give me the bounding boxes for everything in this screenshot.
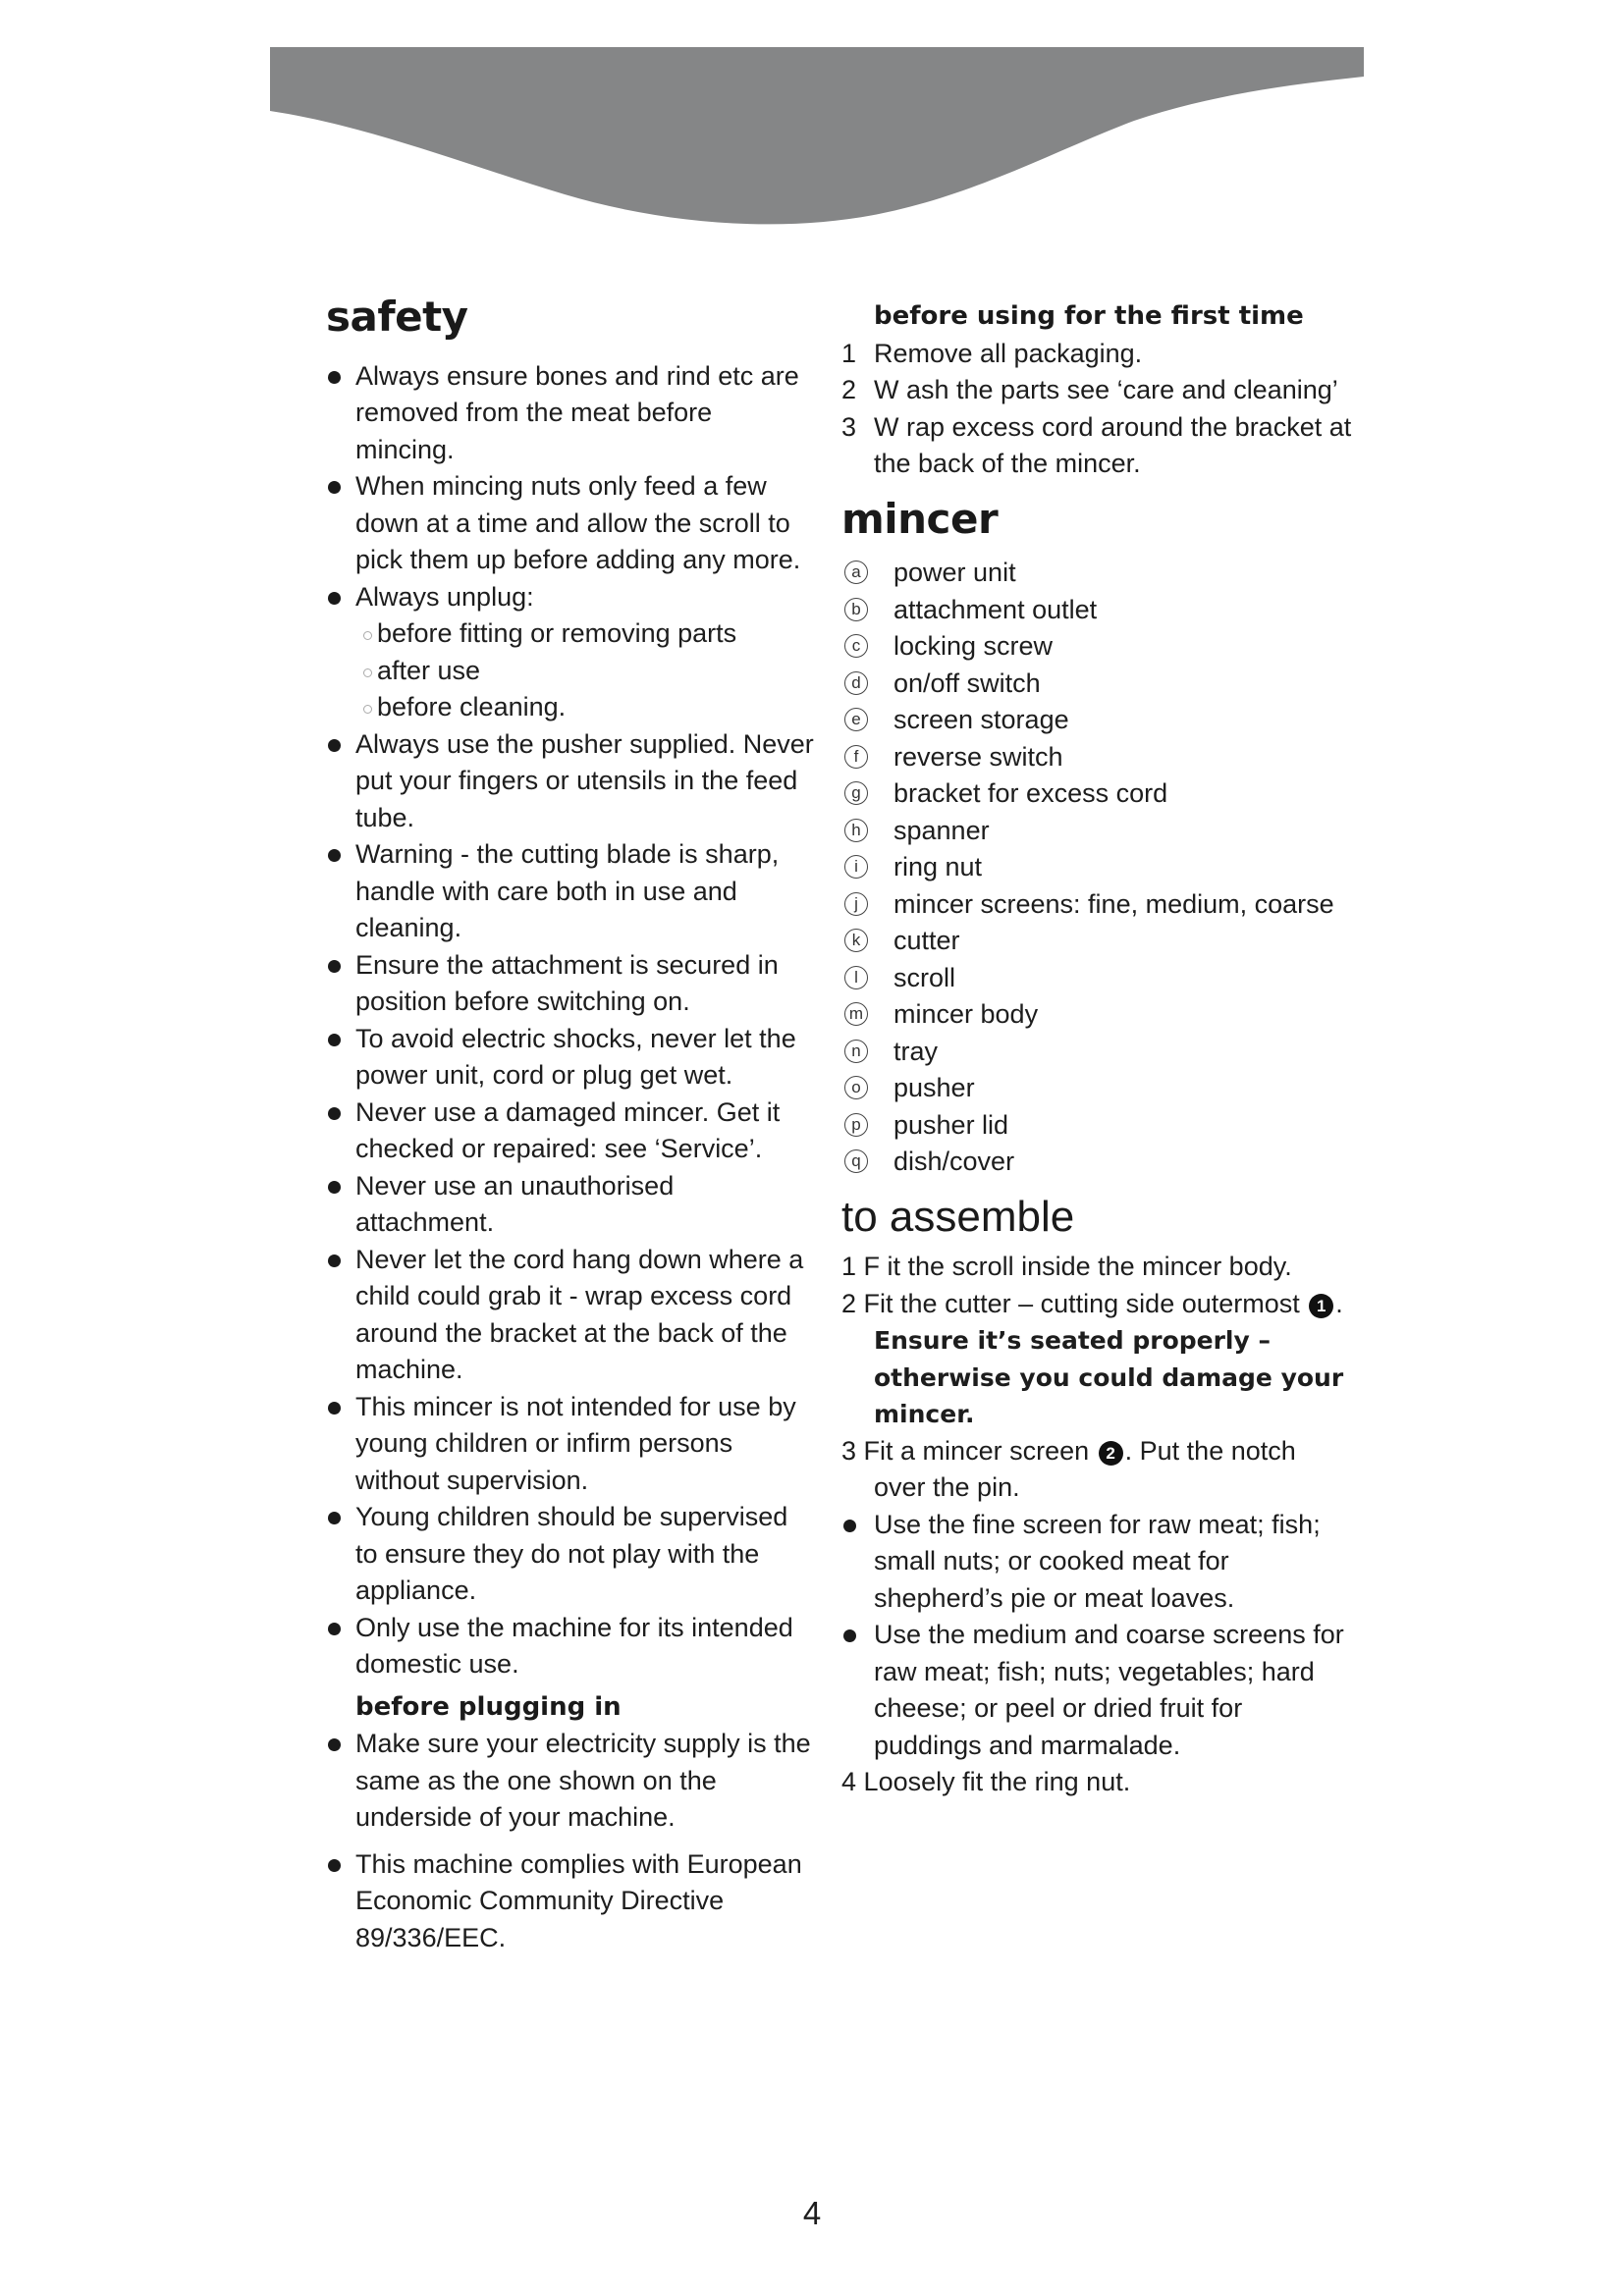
part-label: attachment outlet	[893, 594, 1098, 624]
list-item: This mincer is not intended for use by young children or infirm persons without supervision.	[326, 1389, 817, 1500]
letter-badge: q	[844, 1149, 868, 1173]
list-item: Always ensure bones and rind etc are removed from the meat before mincing.	[326, 358, 817, 469]
step-number: 3	[841, 1435, 857, 1466]
list-item	[841, 1433, 1352, 1507]
list-item: Warning - the cutting blade is sharp, handle with care both in use and cleaning.	[326, 836, 817, 947]
step-number: 1	[841, 338, 857, 368]
warning-text: Ensure it’s seated properly – otherwise you could damage your mincer.	[874, 1326, 1344, 1428]
part-label: ring nut	[893, 852, 983, 881]
list-item: Young children should be supervised to ensure they do not play with the appliance.	[326, 1499, 817, 1610]
left-column	[326, 294, 817, 1956]
step-number: 1	[841, 1252, 857, 1281]
list-item: Use the medium and coarse screens for raw meat; fish; nuts; vegetables; hard cheese; or peel or dried fruit for puddings and marmalade.	[841, 1617, 1352, 1764]
step-text: W rap excess cord around the bracket at the back of the mincer.	[874, 411, 1352, 478]
step-text: W ash the parts see ‘care and cleaning’	[874, 375, 1338, 404]
letter-badge: l	[844, 966, 868, 989]
part-label: power unit	[893, 558, 1016, 587]
to-assemble-heading: to assemble	[841, 1192, 1075, 1241]
part-label: screen storage	[893, 705, 1069, 734]
list-item	[841, 1034, 1352, 1071]
step-text: Fit a mincer screen	[863, 1435, 1090, 1466]
letter-badge: j	[844, 892, 868, 916]
list-item	[841, 666, 1352, 703]
list-item	[841, 628, 1352, 666]
list-item: This machine complies with European Economic Community Directive 89/336/EEC.	[326, 1846, 817, 1957]
list-item: Use the fine screen for raw meat; fish; small nuts; or cooked meat for shepherd’s pie or meat loaves.	[841, 1507, 1352, 1618]
letter-badge: h	[844, 819, 868, 842]
step-text: Loosely fit the ring nut.	[863, 1767, 1131, 1796]
list-item: Make sure your electricity supply is the same as the one shown on the underside of your machine.	[326, 1726, 817, 1837]
letter-badge: n	[844, 1040, 868, 1063]
letter-badge: f	[844, 745, 868, 769]
mincer-heading: mincer	[841, 494, 999, 543]
letter-badge: o	[844, 1076, 868, 1099]
part-label: scroll	[893, 962, 956, 992]
letter-badge: b	[844, 598, 868, 621]
list-item	[841, 372, 1352, 409]
list-item: When mincing nuts only feed a few down at a time and allow the scroll to pick them up before adding any more.	[326, 468, 817, 579]
part-label: cutter	[893, 926, 960, 955]
part-label: spanner	[893, 815, 990, 845]
part-label: pusher lid	[893, 1109, 1009, 1140]
safety-list	[326, 358, 817, 1683]
list-item	[841, 555, 1352, 592]
right-column	[841, 298, 1352, 1801]
letter-badge: g	[844, 781, 868, 805]
step-number: 2	[841, 375, 857, 404]
list-item	[841, 592, 1352, 629]
step-text: F it the scroll inside the mincer body.	[863, 1252, 1292, 1281]
list-item: Only use the machine for its intended domestic use.	[326, 1610, 817, 1683]
marker-1-icon: 1	[1309, 1294, 1333, 1318]
list-item	[841, 702, 1352, 739]
list-item	[326, 579, 817, 726]
letter-badge: e	[844, 708, 868, 731]
step-number: 3	[841, 411, 857, 442]
list-item: To avoid electric shocks, never let the power unit, cord or plug get wet.	[326, 1021, 817, 1095]
list-item	[841, 960, 1352, 997]
list-item	[841, 409, 1352, 483]
first-time-steps	[841, 336, 1352, 483]
part-label: pusher	[893, 1073, 975, 1102]
part-label: mincer screens: fine, medium, coarse	[893, 888, 1334, 919]
unplug-label: Always unplug:	[355, 581, 534, 612]
part-label: reverse switch	[893, 741, 1063, 772]
assemble-step-4	[841, 1764, 1352, 1801]
list-item	[841, 1107, 1352, 1145]
letter-badge: i	[844, 855, 868, 879]
step-number: 2	[841, 1288, 857, 1318]
letter-badge: d	[844, 671, 868, 695]
safety-heading: safety	[326, 293, 468, 341]
plugging-list	[326, 1726, 817, 1956]
list-item	[841, 739, 1352, 776]
unplug-sublist	[326, 615, 817, 726]
list-item	[841, 775, 1352, 813]
step-number: 4	[841, 1767, 857, 1796]
first-time-heading: before using for the first time	[874, 301, 1304, 331]
letter-badge: c	[844, 634, 868, 658]
list-item	[841, 849, 1352, 886]
letter-badge: k	[844, 929, 868, 952]
list-item: Never let the cord hang down where a child could grab it - wrap excess cord around the bracket at the back of the machine.	[326, 1242, 817, 1389]
marker-2-icon: 2	[1099, 1441, 1123, 1466]
letter-badge: p	[844, 1113, 868, 1137]
parts-list	[841, 555, 1352, 1181]
list-item: Never use an unauthorised attachment.	[326, 1168, 817, 1242]
list-item: after use	[363, 653, 817, 690]
part-label: tray	[893, 1036, 939, 1066]
list-item: 2 Fit the cutter – cutting side outermost 1 . Ensure it’s seated properly – otherwise you could damage your mincer.	[841, 1288, 1344, 1428]
step-text-after: . Put the notch over the pin.	[874, 1435, 1296, 1502]
list-item	[841, 923, 1352, 960]
part-label: locking screw	[893, 631, 1054, 661]
step-text: Fit the cutter – cutting side outermost	[863, 1288, 1300, 1318]
part-label: dish/cover	[893, 1147, 1015, 1176]
list-item: Never use a damaged mincer. Get it checked or repaired: see ‘Service’.	[326, 1095, 817, 1168]
header-banner	[270, 47, 1364, 234]
letter-badge: a	[844, 561, 868, 584]
list-item	[841, 996, 1352, 1034]
list-item	[841, 336, 1352, 373]
list-item	[841, 886, 1352, 924]
step-text: Remove all packaging.	[874, 338, 1143, 368]
letter-badge: m	[844, 1002, 868, 1026]
list-item	[841, 1249, 1352, 1286]
list-item: Always use the pusher supplied. Never put your fingers or utensils in the feed tube.	[326, 726, 817, 837]
assemble-steps	[841, 1249, 1352, 1507]
part-label: mincer body	[893, 999, 1039, 1029]
list-item: before fitting or removing parts	[363, 615, 817, 653]
list-item	[841, 813, 1352, 850]
part-label: on/off switch	[893, 667, 1041, 698]
list-item	[841, 1070, 1352, 1107]
before-plugging-heading: before plugging in	[355, 1691, 622, 1722]
page-number: 4	[802, 2195, 822, 2231]
list-item: Ensure the attachment is secured in position before switching on.	[326, 947, 817, 1021]
part-label: bracket for excess cord	[893, 778, 1168, 808]
list-item	[841, 1144, 1352, 1181]
list-item: before cleaning.	[363, 689, 817, 726]
screen-usage-list	[841, 1507, 1352, 1765]
